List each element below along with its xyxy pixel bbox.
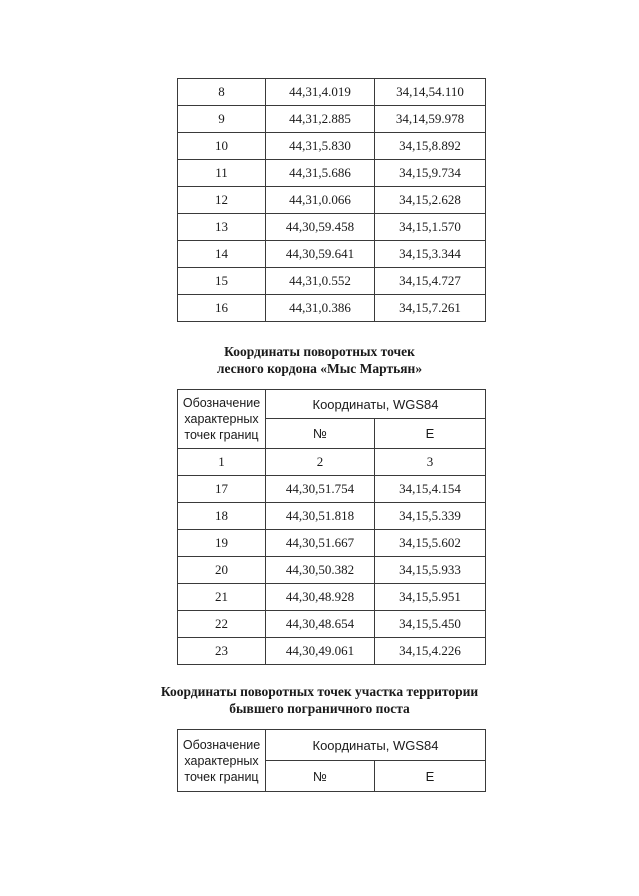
cell-coordinate-n: 44,31,5.686 [266, 160, 375, 187]
coordinates-table-border-post [177, 729, 486, 792]
table-header [178, 730, 486, 792]
table-row [178, 557, 486, 584]
header-designation: Обозначение характерных точек границ [178, 730, 266, 792]
cell-coordinate-n: 44,31,0.066 [266, 187, 375, 214]
cell-coordinate-e: 34,15,5.450 [375, 611, 486, 638]
table-row [178, 133, 486, 160]
cell-coordinate-n: 44,31,2.885 [266, 106, 375, 133]
cell-coordinate-n: 44,30,51.667 [266, 530, 375, 557]
cell-point-number: 18 [178, 503, 266, 530]
table-row [178, 241, 486, 268]
cell-coordinate-e: 34,15,7.261 [375, 295, 486, 322]
header-col-number: № [266, 761, 375, 792]
cell-coordinate-e: 34,15,9.734 [375, 160, 486, 187]
cell-point-number: 8 [178, 79, 266, 106]
cell-coordinate-e: 34,15,4.226 [375, 638, 486, 665]
cell-coordinate-n: 44,30,48.928 [266, 584, 375, 611]
heading-line-2: лесного кордона «Мыс Мартьян» [216, 361, 423, 376]
cell-coordinate-n: 44,30,48.654 [266, 611, 375, 638]
cell-coordinate-n: 44,30,59.641 [266, 241, 375, 268]
cell-coordinate-e: 34,15,5.339 [375, 503, 486, 530]
cell-coordinate-e: 34,15,5.602 [375, 530, 486, 557]
header-col-e: E [375, 419, 486, 449]
cell-coordinate-e: 34,15,3.344 [375, 241, 486, 268]
cell-point-number: 17 [178, 476, 266, 503]
cell-point-number: 19 [178, 530, 266, 557]
cell-coordinate-e: 34,15,8.892 [375, 133, 486, 160]
cell-point-number: 10 [178, 133, 266, 160]
table-row [178, 611, 486, 638]
table-row [178, 268, 486, 295]
cell-coordinate-e: 34,15,1.570 [375, 214, 486, 241]
table-row [178, 503, 486, 530]
cell-coordinate-n: 44,30,50.382 [266, 557, 375, 584]
table-row [178, 584, 486, 611]
heading-line-2: бывшего пограничного поста [229, 701, 410, 716]
cell-coordinate-n: 44,31,4.019 [266, 79, 375, 106]
table-row [178, 106, 486, 133]
header-col-number: № [266, 419, 375, 449]
column-index-1: 1 [178, 449, 266, 476]
header-coordinates: Координаты, WGS84 [266, 390, 486, 419]
cell-point-number: 22 [178, 611, 266, 638]
cell-coordinate-n: 44,31,5.830 [266, 133, 375, 160]
table-row [178, 476, 486, 503]
cell-coordinate-n: 44,30,49.061 [266, 638, 375, 665]
coordinates-table-cordon [177, 389, 486, 665]
column-index-2: 2 [266, 449, 375, 476]
header-coordinates: Координаты, WGS84 [266, 730, 486, 761]
heading-line-1: Координаты поворотных точек участка территории [160, 684, 479, 699]
table-row [178, 160, 486, 187]
heading-line-1: Координаты поворотных точек [224, 344, 415, 359]
cell-coordinate-n: 44,30,59.458 [266, 214, 375, 241]
cell-coordinate-e: 34,15,5.933 [375, 557, 486, 584]
cell-coordinate-e: 34,15,4.154 [375, 476, 486, 503]
table-row [178, 638, 486, 665]
header-col-e: E [375, 761, 486, 792]
cell-point-number: 12 [178, 187, 266, 214]
cell-coordinate-n: 44,30,51.754 [266, 476, 375, 503]
table-header [178, 390, 486, 476]
cell-point-number: 16 [178, 295, 266, 322]
table-row [178, 214, 486, 241]
column-index-row [178, 449, 486, 476]
section-heading-cordon [0, 343, 639, 377]
table-row [178, 530, 486, 557]
cell-coordinate-n: 44,31,0.386 [266, 295, 375, 322]
cell-coordinate-n: 44,31,0.552 [266, 268, 375, 295]
table-row [178, 295, 486, 322]
cell-point-number: 9 [178, 106, 266, 133]
cell-point-number: 14 [178, 241, 266, 268]
table-body [178, 79, 486, 322]
column-index-3: 3 [375, 449, 486, 476]
table-row [178, 187, 486, 214]
cell-point-number: 15 [178, 268, 266, 295]
cell-coordinate-e: 34,14,54.110 [375, 79, 486, 106]
cell-point-number: 21 [178, 584, 266, 611]
cell-point-number: 13 [178, 214, 266, 241]
cell-coordinate-e: 34,14,59.978 [375, 106, 486, 133]
cell-coordinate-e: 34,15,5.951 [375, 584, 486, 611]
cell-point-number: 20 [178, 557, 266, 584]
header-row [178, 730, 486, 761]
cell-point-number: 11 [178, 160, 266, 187]
cell-point-number: 23 [178, 638, 266, 665]
table-row [178, 79, 486, 106]
cell-coordinate-n: 44,30,51.818 [266, 503, 375, 530]
table-body [178, 476, 486, 665]
coordinates-table-continuation [177, 78, 486, 322]
cell-coordinate-e: 34,15,2.628 [375, 187, 486, 214]
header-designation: Обозначение характерных точек границ [178, 390, 266, 449]
cell-coordinate-e: 34,15,4.727 [375, 268, 486, 295]
section-heading-border-post [0, 683, 639, 717]
header-row [178, 390, 486, 419]
